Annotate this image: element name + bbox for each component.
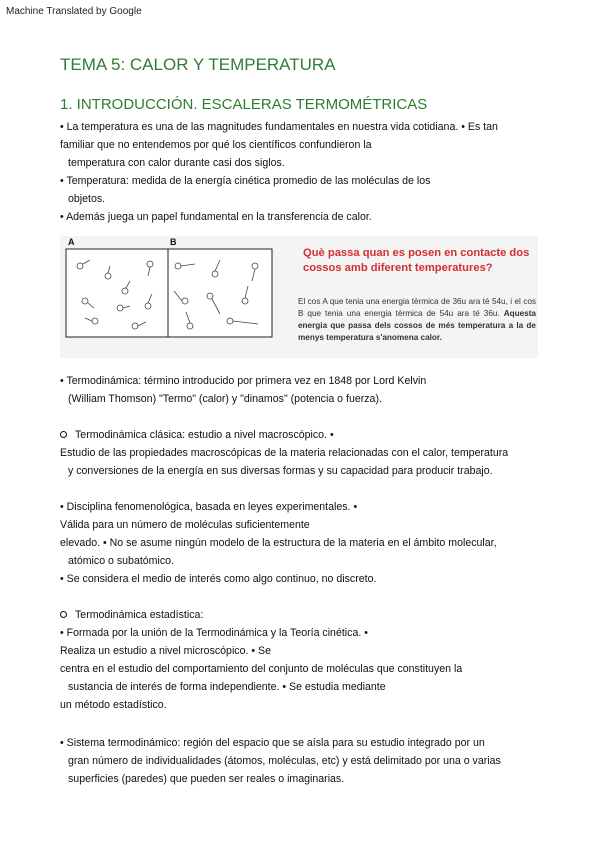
paragraph-line: sustancia de interés de forma independiente. • Se estudia mediante [68, 681, 386, 693]
paragraph-line: un método estadístico. [60, 699, 167, 711]
page-title: TEMA 5: CALOR Y TEMPERATURA [60, 55, 336, 74]
paragraph-line: gran número de individualidades (átomos, moléculas, etc) y está delimitado por una o varias [68, 755, 501, 767]
circle-bullet-icon [60, 611, 67, 618]
paragraph-line: y conversiones de la energía en sus diversas formas y su capacidad para producir trabajo. [68, 465, 493, 477]
paragraph-line: centra en el estudio del comportamiento del conjunto de moléculas que constituyen la [60, 663, 463, 675]
molecules-diagram [60, 246, 280, 358]
paragraph-line: elevado. • No se asume ningún modelo de la estructura de la materia en el ámbito molecular, [60, 537, 497, 549]
paragraph-line: Realiza un estudio a nivel microscópico. • Se [60, 645, 271, 657]
figure-label-a: A [68, 237, 75, 247]
paragraph-line: • Formada por la unión de la Termodinámica y la Teoría cinética. • [60, 627, 368, 639]
paragraph-line: • Termodinámica: término introducido por primera vez en 1848 por Lord Kelvin [60, 375, 427, 387]
paragraph-line: familiar que no entendemos por qué los científicos confundieron la [60, 139, 372, 151]
paragraph-line: superficies (paredes) que pueden ser reales o imaginarias. [68, 773, 345, 785]
paragraph-line: • Disciplina fenomenológica, basada en leyes experimentales. • [60, 501, 358, 513]
figure-explanation: El cos A que tenia una energia tèrmica de 36u ara té 54u, i el cos B que tenia una energia tèrmica de 54u ara té 36u. Aquesta energia que passa dels cossos de més temperatura a la de menys temperatura s'anomena calor. [298, 297, 536, 342]
figure-heat-transfer [60, 236, 538, 358]
machine-translated-label: Machine Translated by Google [6, 6, 142, 17]
paragraph-line: atómico o subatómico. [68, 555, 174, 567]
section-heading: 1. INTRODUCCIÓN. ESCALERAS TERMOMÉTRICAS [60, 96, 428, 113]
subheading-statistical: Termodinámica estadística: [60, 606, 203, 624]
paragraph-line: objetos. [68, 193, 106, 205]
paragraph-line: • Temperatura: medida de la energía cinética promedio de las moléculas de los [60, 175, 431, 187]
subheading-classical: Termodinámica clásica: estudio a nivel macroscópico. • [60, 426, 334, 444]
paragraph-line: (William Thomson) "Termo" (calor) y "dinamos" (potencia o fuerza). [68, 393, 382, 405]
paragraph-line: • Se considera el medio de interés como algo continuo, no discreto. [60, 573, 377, 585]
paragraph-line: • Sistema termodinámico: región del espacio que se aísla para su estudio integrado por un [60, 737, 485, 749]
paragraph-line: Estudio de las propiedades macroscópicas de la materia relacionadas con el calor, temperatura [60, 447, 509, 459]
figure-label-b: B [170, 237, 177, 247]
circle-bullet-icon [60, 431, 67, 438]
paragraph-line: • Además juega un papel fundamental en la transferencia de calor. [60, 211, 372, 223]
figure-question: Què passa quan es posen en contacte dos cossos amb diferent temperatures? [303, 247, 530, 274]
paragraph-line: Válida para un número de moléculas suficientemente [60, 519, 310, 531]
paragraph-line: temperatura con calor durante casi dos siglos. [68, 157, 285, 169]
paragraph-line: • La temperatura es una de las magnitudes fundamentales en nuestra vida cotidiana. • Es tan [60, 121, 498, 133]
